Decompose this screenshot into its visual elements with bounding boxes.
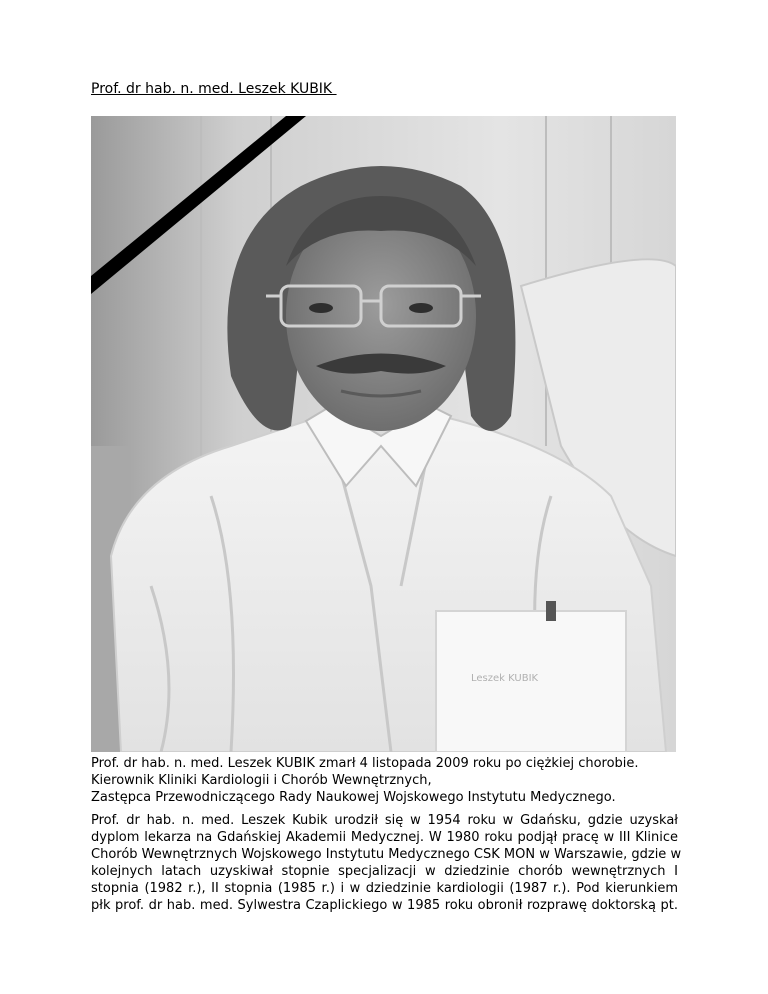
photo-caption bbox=[91, 755, 691, 806]
paragraph-line: kolejnych latach uzyskiwał stopnie specjalizacji w dziedzinie chorób wewnętrznych I bbox=[91, 864, 678, 879]
caption-line: Kierownik Kliniki Kardiologii i Chorób Wewnętrznych, bbox=[91, 773, 432, 788]
paragraph-line: Prof. dr hab. n. med. Leszek Kubik urodził się w 1954 roku w Gdańsku, gdzie uzyskał bbox=[91, 813, 678, 828]
caption-line: Prof. dr hab. n. med. Leszek KUBIK zmarł 4 listopada 2009 roku po ciężkiej chorobie. bbox=[91, 756, 639, 771]
paragraph-line: płk prof. dr hab. med. Sylwestra Czaplickiego w 1985 roku obronił rozprawę doktorską pt. bbox=[91, 898, 678, 913]
paragraph-line: stopnia (1982 r.), II stopnia (1985 r.) i w dziedzinie kardiologii (1987 r.). Pod kierunkiem bbox=[91, 881, 678, 896]
paragraph-line: Chorób Wewnętrznych Wojskowego Instytutu Medycznego CSK MON w Warszawie, gdzie w bbox=[91, 847, 682, 862]
caption-line: Zastępca Przewodniczącego Rady Naukowej Wojskowego Instytutu Medycznego. bbox=[91, 790, 616, 805]
biography-paragraph bbox=[91, 812, 682, 914]
page-title: Prof. dr hab. n. med. Leszek KUBIK bbox=[91, 81, 337, 97]
paragraph-line: dyplom lekarza na Gdańskiej Akademii Medycznej. W 1980 roku podjął pracę w III Klinice bbox=[91, 830, 678, 845]
portrait-photo bbox=[91, 116, 676, 752]
pocket-label: Leszek KUBIK bbox=[471, 673, 539, 684]
